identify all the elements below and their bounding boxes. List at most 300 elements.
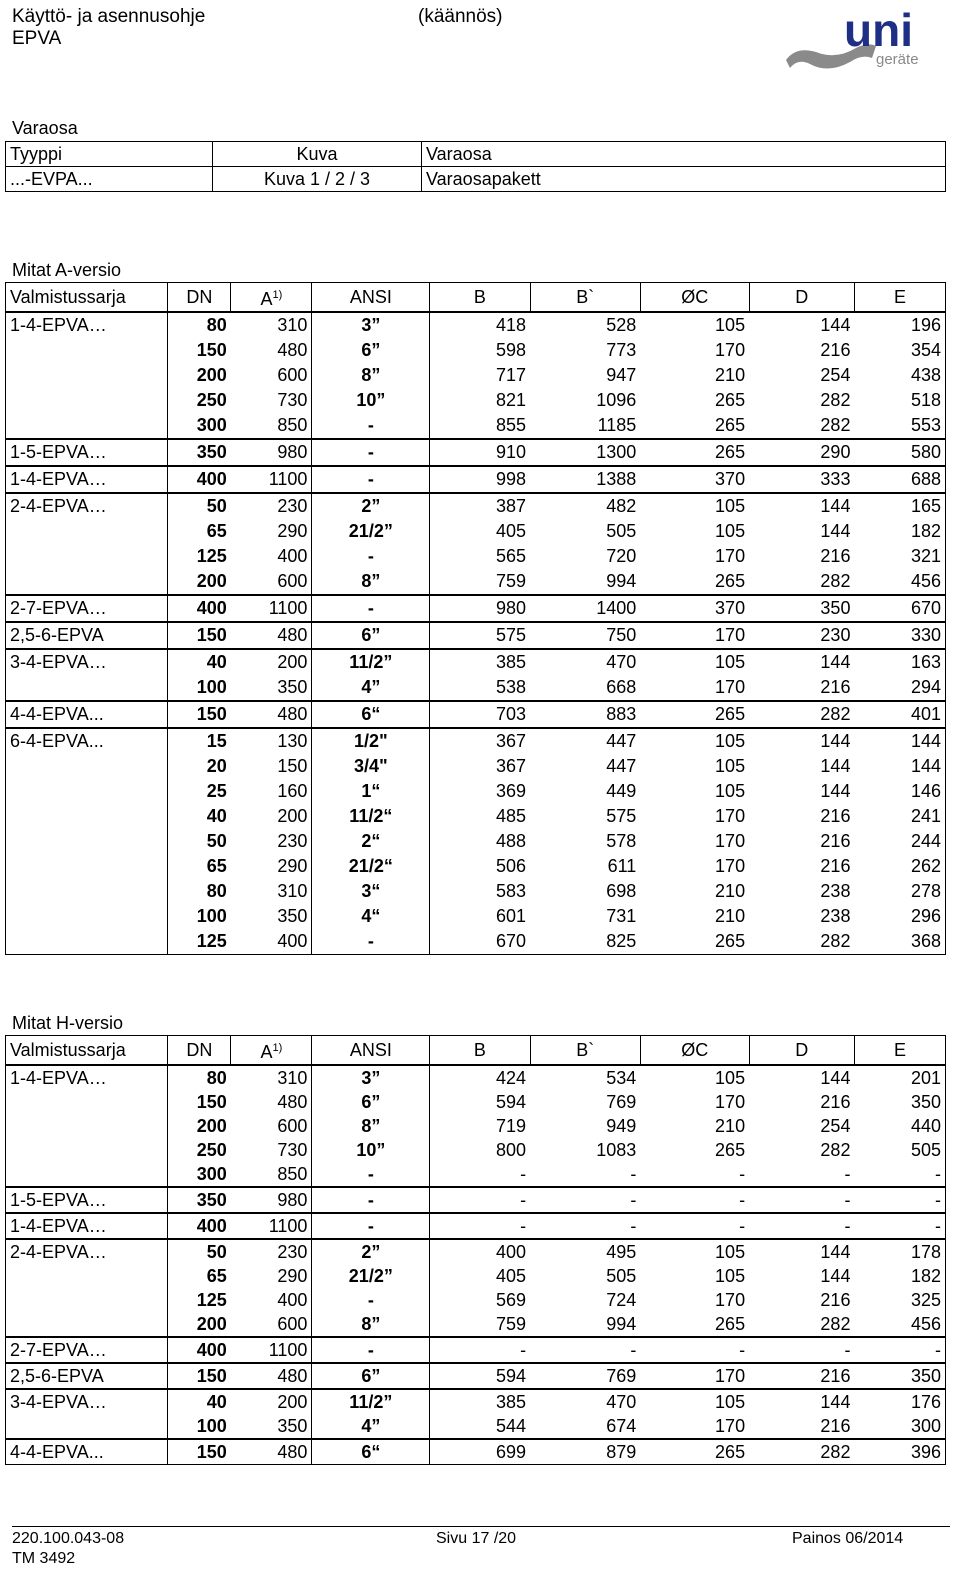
cell-value: 720: [606, 546, 637, 566]
cell-value: 333: [749, 466, 854, 493]
cell-dn: 40: [168, 1389, 231, 1414]
table-row: [6, 569, 946, 595]
cell-dn: 200: [168, 1114, 231, 1138]
table-a-heading: Mitat A-versio: [12, 260, 122, 280]
cell-value: 170: [715, 856, 746, 876]
col-varaosa: Varaosa: [422, 142, 946, 167]
cell-value: 703: [430, 701, 530, 728]
column-header: B`: [530, 1036, 640, 1066]
cell-e: 182: [854, 519, 945, 544]
cell-e: 401: [854, 701, 945, 728]
table-row: [6, 829, 946, 854]
cell-value: 544: [496, 1416, 527, 1436]
cell-value: -: [530, 1337, 640, 1363]
cell-value: 216: [820, 1290, 851, 1310]
cell-value: -: [430, 1337, 530, 1363]
cell-value: 310: [277, 315, 308, 335]
cell-value: 769: [606, 1092, 637, 1112]
cell-value: 216: [820, 340, 851, 360]
table-row: [6, 519, 946, 544]
cell-value: 405: [496, 521, 527, 541]
cell-value: 265: [640, 439, 749, 466]
cell-e: 440: [854, 1114, 945, 1138]
varaosa-heading: Varaosa: [12, 118, 78, 138]
table-row: [6, 701, 946, 728]
cell-series: 1-4-EPVA…: [6, 466, 168, 493]
cell-series: [6, 929, 168, 955]
cell-value: -: [430, 1187, 530, 1213]
cell-value: 282: [749, 929, 854, 955]
cell-value: 400: [277, 546, 308, 566]
cell-series: [6, 338, 168, 363]
cell-value: 105: [640, 728, 749, 754]
cell-value: 170: [715, 806, 746, 826]
cell-e: 330: [854, 622, 945, 649]
table-row: [6, 879, 946, 904]
cell-dn: 125: [168, 929, 231, 955]
cell-e: 670: [854, 595, 945, 622]
spare-part-row: [6, 167, 946, 192]
doc-number: 220.100.043-08: [12, 1530, 125, 1547]
cell-dn: 150: [168, 622, 231, 649]
cell-value: 265: [640, 701, 749, 728]
cell-series: [6, 804, 168, 829]
cell-value: 583: [496, 881, 527, 901]
cell-value: 230: [277, 831, 308, 851]
cell-value: 400: [231, 929, 312, 955]
cell-value: -: [630, 1164, 637, 1184]
cell-value: 1100: [231, 595, 312, 622]
cell-dn: 80: [168, 1065, 231, 1090]
cell-ansi: 6”: [312, 1363, 430, 1389]
cell-value: 1100: [231, 1213, 312, 1239]
cell-value: 265: [640, 929, 749, 955]
cell-value: 424: [496, 1068, 527, 1088]
cell-dn: 80: [168, 312, 231, 338]
cell-value: 105: [640, 1239, 749, 1264]
cell-value: 238: [820, 906, 851, 926]
cell-series: [6, 1312, 168, 1337]
cell-value: 670: [430, 929, 530, 955]
column-header: DN: [168, 283, 231, 313]
cell-value: 1100: [231, 466, 312, 493]
column-header: B`: [530, 283, 640, 313]
cell-e: 505: [854, 1138, 945, 1162]
cell-value: 170: [640, 622, 749, 649]
cell-dn: 15: [168, 728, 231, 754]
cell-value: -: [749, 1213, 854, 1239]
manual-title: Käyttö- ja asennusohje: [12, 6, 206, 27]
cell-dn: 25: [168, 779, 231, 804]
cell-ansi: 6”: [312, 338, 430, 363]
cell-ansi: -: [312, 595, 430, 622]
cell-value: 230: [749, 622, 854, 649]
cell-value: 387: [430, 493, 530, 519]
cell-value: 850: [277, 415, 308, 435]
cell-series: [6, 754, 168, 779]
cell-series: 1-5-EPVA…: [6, 439, 168, 466]
cell-value: 470: [530, 649, 640, 675]
table-row: [6, 649, 946, 675]
cell-series: [6, 854, 168, 879]
cell-value: 470: [530, 1389, 640, 1414]
column-header: ØC: [640, 283, 749, 313]
cell-ansi: 2”: [312, 493, 430, 519]
cell-value: 759: [496, 1314, 527, 1334]
cell-value: 105: [640, 1389, 749, 1414]
cell-value: 265: [715, 1314, 746, 1334]
cell-series: [6, 1090, 168, 1114]
cell-dn: 350: [168, 439, 231, 466]
cell-dn: 150: [168, 1439, 231, 1465]
cell-ansi: 8”: [312, 1312, 430, 1337]
table-row: [6, 675, 946, 701]
column-header: D: [749, 283, 854, 313]
cell-series: 1-4-EPVA…: [6, 1065, 168, 1090]
cell-e: 296: [854, 904, 945, 929]
cell-e: 294: [854, 675, 945, 701]
table-row: [6, 779, 946, 804]
cell-series: 2,5-6-EPVA: [6, 622, 168, 649]
cell-e: 321: [854, 544, 945, 569]
cell-value: 210: [715, 906, 746, 926]
page-number: Sivu 17 /20: [436, 1530, 517, 1547]
cell-value: -: [640, 1337, 749, 1363]
cell-value: 480: [277, 1092, 308, 1112]
cell-ansi: 4”: [312, 1414, 430, 1439]
cell-e: 182: [854, 1264, 945, 1288]
column-header: E: [854, 283, 945, 313]
cell-ansi: 6”: [312, 1090, 430, 1114]
cell-value: 994: [606, 1314, 637, 1334]
column-header: $A^{1)}$: [231, 1036, 312, 1066]
cell-ansi: -: [312, 439, 430, 466]
cell-dn: 150: [168, 701, 231, 728]
cell-series: [6, 829, 168, 854]
cell-value: -: [430, 1213, 530, 1239]
cell-value: -: [739, 1164, 746, 1184]
cell-value: 850: [277, 1164, 308, 1184]
cell-series: 2-7-EPVA…: [6, 1337, 168, 1363]
table-h-heading: Mitat H-versio: [12, 1013, 124, 1033]
column-header: Valmistussarja: [6, 1036, 168, 1066]
cell-value: 600: [277, 571, 308, 591]
edition: Painos 06/2014: [792, 1530, 904, 1547]
table-row: [6, 1138, 946, 1162]
cell-dn: 100: [168, 675, 231, 701]
cell-series: [6, 675, 168, 701]
cell-e: 196: [854, 312, 945, 338]
cell-value: 282: [749, 701, 854, 728]
cell-dn: 150: [168, 338, 231, 363]
cell-value: 216: [820, 1416, 851, 1436]
cell-value: 598: [496, 340, 527, 360]
cell-ansi: 21/2”: [312, 1264, 430, 1288]
cell-value: 144: [820, 1266, 851, 1286]
col-kuva: Kuva: [213, 142, 422, 167]
cell-value: 480: [231, 1439, 312, 1465]
cell-series: 4-4-EPVA...: [6, 1439, 168, 1465]
spare-part-table: [5, 141, 946, 192]
cell-ansi: -: [312, 929, 430, 955]
cell-series: 4-4-EPVA...: [6, 701, 168, 728]
document-header: [12, 6, 205, 50]
cell-e: 165: [854, 493, 945, 519]
cell-dn: 400: [168, 466, 231, 493]
cell-e: 580: [854, 439, 945, 466]
cell-dn: 125: [168, 1288, 231, 1312]
cell-value: 600: [277, 1314, 308, 1334]
cell-ansi: -: [312, 413, 430, 439]
cell-ansi: 3”: [312, 312, 430, 338]
cell-value: 105: [715, 521, 746, 541]
cell-value: 698: [606, 881, 637, 901]
cell-value: 400: [430, 1239, 530, 1264]
cell-ansi: 11/2”: [312, 649, 430, 675]
cell-value: 282: [820, 571, 851, 591]
table-row: [6, 804, 946, 829]
cell-value: 611: [607, 856, 637, 876]
cell-value: 265: [715, 390, 746, 410]
cell-value: 505: [606, 1266, 637, 1286]
tm-number: TM 3492: [12, 1550, 76, 1567]
cell-value: 170: [715, 546, 746, 566]
cell-value: 594: [496, 1092, 527, 1112]
cell-value: 265: [715, 415, 746, 435]
cell-e: 350: [854, 1090, 945, 1114]
cell-dn: 250: [168, 388, 231, 413]
cell-series: 1-4-EPVA…: [6, 312, 168, 338]
cell-value: 230: [231, 1239, 312, 1264]
cell-ansi: -: [312, 1187, 430, 1213]
cell-dn: 65: [168, 854, 231, 879]
cell-series: [6, 1414, 168, 1439]
cell-dn: 100: [168, 904, 231, 929]
cell-value: 170: [715, 831, 746, 851]
cell-value: 282: [820, 1140, 851, 1160]
cell-value: 578: [606, 831, 637, 851]
cell-value: 482: [530, 493, 640, 519]
cell-ansi: -: [312, 1213, 430, 1239]
cell-value: 367: [430, 728, 530, 754]
cell-value: -: [520, 1164, 527, 1184]
cell-ansi: 1“: [312, 779, 430, 804]
cell-value: 230: [231, 493, 312, 519]
cell-value: -: [530, 1187, 640, 1213]
cell-series: [6, 1288, 168, 1312]
cell-value: 575: [606, 806, 637, 826]
table-row: [6, 388, 946, 413]
cell-ansi: 2“: [312, 829, 430, 854]
table-row: [6, 728, 946, 754]
cell-value: 998: [430, 466, 530, 493]
cell-value: 238: [820, 881, 851, 901]
cell-value: 170: [715, 1092, 746, 1112]
cell-value: 265: [715, 571, 746, 591]
cell-dn: 400: [168, 595, 231, 622]
cell-value: 980: [231, 439, 312, 466]
cell-kuva: Kuva 1 / 2 / 3: [213, 167, 422, 192]
cell-e: -: [854, 1162, 945, 1187]
table-row: [6, 1288, 946, 1312]
cell-ansi: 10”: [312, 388, 430, 413]
footnote-marker: 1): [272, 289, 283, 301]
cell-value: 825: [530, 929, 640, 955]
cell-series: [6, 879, 168, 904]
cell-e: 553: [854, 413, 945, 439]
cell-value: 910: [430, 439, 530, 466]
cell-value: 105: [715, 781, 746, 801]
cell-value: 265: [715, 1140, 746, 1160]
cell-value: 385: [430, 1389, 530, 1414]
cell-ansi: 2”: [312, 1239, 430, 1264]
cell-value: 370: [640, 595, 749, 622]
cell-value: 216: [820, 1092, 851, 1112]
cell-dn: 50: [168, 1239, 231, 1264]
cell-value: 405: [496, 1266, 527, 1286]
cell-value: -: [749, 1337, 854, 1363]
cell-e: 144: [854, 754, 945, 779]
cell-ansi: 3“: [312, 879, 430, 904]
cell-ansi: 8”: [312, 1114, 430, 1138]
cell-value: 594: [430, 1363, 530, 1389]
cell-value: 488: [496, 831, 527, 851]
cell-value: 1100: [231, 1337, 312, 1363]
cell-value: 699: [430, 1439, 530, 1465]
cell-series: 2,5-6-EPVA: [6, 1363, 168, 1389]
cell-value: 105: [715, 1068, 746, 1088]
table-row: [6, 338, 946, 363]
cell-ansi: 8”: [312, 363, 430, 388]
cell-value: 980: [430, 595, 530, 622]
cell-e: 456: [854, 1312, 945, 1337]
cell-value: 879: [530, 1439, 640, 1465]
cell-value: 773: [606, 340, 637, 360]
table-row: [6, 622, 946, 649]
column-header: ANSI: [312, 1036, 430, 1066]
cell-series: 3-4-EPVA…: [6, 1389, 168, 1414]
table-row: [6, 1363, 946, 1389]
column-header: $A^{1)}$: [231, 283, 312, 313]
table-row: [6, 1239, 946, 1264]
cell-value: 144: [749, 728, 854, 754]
cell-e: -: [854, 1187, 945, 1213]
cell-e: 278: [854, 879, 945, 904]
table-row: [6, 1337, 946, 1363]
cell-value: 200: [231, 649, 312, 675]
cell-value: 144: [820, 1068, 851, 1088]
table-row: [6, 854, 946, 879]
cell-ansi: 6“: [312, 1439, 430, 1465]
cell-value: 254: [820, 365, 851, 385]
cell-e: -: [854, 1337, 945, 1363]
cell-dn: 65: [168, 519, 231, 544]
column-header: ØC: [640, 1036, 749, 1066]
cell-value: 1388: [530, 466, 640, 493]
table-row: [6, 493, 946, 519]
cell-dn: 50: [168, 493, 231, 519]
cell-value: 282: [820, 390, 851, 410]
cell-series: [6, 1114, 168, 1138]
cell-value: 105: [640, 493, 749, 519]
cell-dn: 65: [168, 1264, 231, 1288]
cell-value: 367: [496, 756, 527, 776]
cell-value: 480: [231, 622, 312, 649]
column-header: D: [749, 1036, 854, 1066]
cell-value: 144: [749, 1389, 854, 1414]
cell-ansi: 6“: [312, 701, 430, 728]
cell-value: 534: [606, 1068, 637, 1088]
cell-dn: 80: [168, 879, 231, 904]
cell-value: 105: [715, 756, 746, 776]
cell-value: 216: [820, 831, 851, 851]
table-row: [6, 1065, 946, 1090]
header-row: [6, 283, 946, 313]
table-row: [6, 754, 946, 779]
cell-value: -: [844, 1164, 851, 1184]
cell-value: 216: [820, 806, 851, 826]
cell-value: 717: [496, 365, 527, 385]
table-row: [6, 312, 946, 338]
column-header: B: [430, 1036, 530, 1066]
cell-value: 350: [277, 1416, 308, 1436]
cell-series: [6, 544, 168, 569]
cell-value: 485: [496, 806, 527, 826]
product-name: EPVA: [12, 28, 62, 49]
cell-value: 200: [277, 806, 308, 826]
cell-value: 265: [640, 1439, 749, 1465]
cell-value: 216: [820, 856, 851, 876]
cell-e: 241: [854, 804, 945, 829]
cell-value: 994: [606, 571, 637, 591]
cell-dn: 350: [168, 1187, 231, 1213]
cell-value: 282: [749, 1439, 854, 1465]
cell-value: 600: [277, 365, 308, 385]
cell-value: 254: [820, 1116, 851, 1136]
cell-value: 759: [496, 571, 527, 591]
cell-value: -: [640, 1187, 749, 1213]
cell-ansi: 4“: [312, 904, 430, 929]
cell-value: 369: [496, 781, 527, 801]
cell-e: 325: [854, 1288, 945, 1312]
cell-series: 2-4-EPVA…: [6, 493, 168, 519]
cell-ansi: 8”: [312, 569, 430, 595]
cell-series: 3-4-EPVA…: [6, 649, 168, 675]
cell-value: 480: [231, 1363, 312, 1389]
cell-value: 290: [277, 856, 308, 876]
table-row: [6, 1312, 946, 1337]
table-row: [6, 1187, 946, 1213]
logo-text: uni: [844, 4, 913, 56]
cell-value: 350: [277, 906, 308, 926]
cell-value: 480: [277, 340, 308, 360]
cell-e: 146: [854, 779, 945, 804]
cell-value: 855: [496, 415, 527, 435]
cell-e: 354: [854, 338, 945, 363]
cell-value: 949: [606, 1116, 637, 1136]
table-row: [6, 466, 946, 493]
cell-value: 883: [530, 701, 640, 728]
table-row: [6, 904, 946, 929]
cell-value: 601: [496, 906, 527, 926]
cell-ansi: 21/2“: [312, 854, 430, 879]
cell-value: 1400: [530, 595, 640, 622]
cell-ansi: -: [312, 1288, 430, 1312]
cell-value: 506: [496, 856, 527, 876]
cell-value: 1083: [596, 1140, 637, 1160]
cell-value: 449: [606, 781, 637, 801]
cell-series: [6, 413, 168, 439]
